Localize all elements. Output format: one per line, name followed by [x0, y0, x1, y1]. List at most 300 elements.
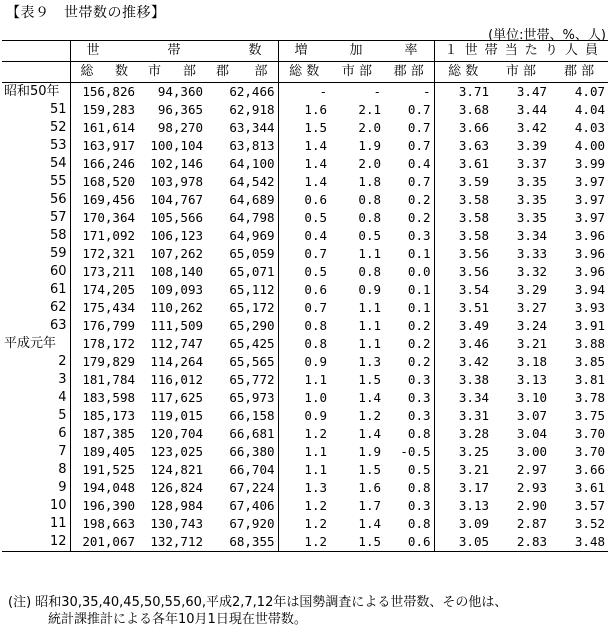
value-cell: 67,920 [229, 516, 275, 531]
value-cell: 3.34 [516, 228, 547, 243]
value-cell: 1.6 [278, 101, 330, 119]
value-cell: 3.24 [516, 318, 547, 333]
value-cell: 1.5 [358, 462, 381, 477]
value-cell: 3.96 [574, 246, 606, 261]
value-cell: 0.7 [278, 299, 330, 317]
value-cell: 1.2 [358, 408, 381, 423]
value-cell: 3.88 [574, 336, 606, 351]
value-cell: 65,172 [229, 300, 275, 315]
value-cell: 65,772 [229, 372, 275, 387]
value-cell: 119,015 [150, 408, 203, 423]
year-cell: 59 [49, 246, 67, 261]
value-cell: 3.48 [550, 533, 608, 552]
value-cell: 117,625 [150, 390, 203, 405]
value-cell: 4.04 [574, 102, 606, 117]
value-cell: 3.58 [434, 191, 492, 209]
value-cell: 0.7 [407, 120, 431, 135]
value-cell: 1.4 [358, 426, 381, 441]
value-cell: 4.07 [574, 84, 606, 99]
value-cell: 173,211 [70, 263, 138, 281]
year-cell: 55 [49, 174, 67, 189]
table-row [2, 227, 608, 245]
year-cell: 60 [49, 264, 67, 279]
value-cell: 3.10 [516, 390, 547, 405]
value-cell: 104,767 [150, 192, 203, 207]
year-cell: 63 [49, 318, 67, 333]
value-cell: 171,092 [70, 227, 138, 245]
value-cell: 1.9 [358, 138, 381, 153]
value-cell: 3.05 [434, 533, 492, 552]
value-cell: 3.63 [434, 137, 492, 155]
value-cell: 3.42 [516, 120, 547, 135]
value-cell: 0.8 [407, 426, 431, 441]
value-cell: 110,262 [150, 300, 203, 315]
value-cell: 62,918 [229, 102, 275, 117]
table-row [2, 497, 608, 515]
table-row [2, 191, 608, 209]
value-cell: 123,025 [150, 444, 203, 459]
header-county: 郡 部 [550, 62, 608, 83]
year-cell: 8 [58, 462, 67, 477]
value-cell: 0.7 [407, 174, 431, 189]
value-cell: 1.1 [278, 443, 330, 461]
value-cell: 116,012 [150, 372, 203, 387]
value-cell: 3.91 [574, 318, 606, 333]
value-cell: 3.27 [516, 300, 547, 315]
value-cell: 96,365 [157, 102, 203, 117]
value-cell: 3.33 [516, 246, 547, 261]
value-cell: 3.81 [574, 372, 606, 387]
value-cell: 3.44 [516, 102, 547, 117]
footnote [8, 594, 608, 628]
value-cell: 3.17 [434, 479, 492, 497]
table-row [2, 83, 608, 102]
table-row [2, 155, 608, 173]
value-cell: 1.1 [358, 318, 381, 333]
value-cell: 170,364 [70, 209, 138, 227]
year-cell: 52 [49, 120, 67, 135]
value-cell: 0.8 [407, 480, 431, 495]
table-row [2, 263, 608, 281]
value-cell: 3.28 [434, 425, 492, 443]
value-cell: 66,704 [229, 462, 275, 477]
value-cell: 3.59 [434, 173, 492, 191]
value-cell: 189,405 [70, 443, 138, 461]
year-cell: 9 [58, 480, 67, 495]
value-cell: 174,205 [70, 281, 138, 299]
value-cell: 1.7 [358, 498, 381, 513]
value-cell: 65,112 [229, 282, 275, 297]
year-cell: 61 [49, 282, 67, 297]
value-cell: 111,509 [150, 318, 203, 333]
value-cell: 3.75 [574, 408, 606, 423]
value-cell: 194,048 [70, 479, 138, 497]
value-cell: 1.2 [278, 533, 330, 552]
header-total: 総 数 [70, 62, 138, 83]
value-cell: 0.6 [278, 281, 330, 299]
value-cell: 2.0 [358, 120, 381, 135]
value-cell: 2.90 [516, 498, 547, 513]
value-cell: 166,246 [70, 155, 138, 173]
value-cell: 124,821 [150, 462, 203, 477]
value-cell: 3.52 [574, 516, 606, 531]
value-cell: 1.4 [358, 390, 381, 405]
year-cell: 2 [58, 354, 67, 369]
header-county: 郡 部 [384, 62, 434, 83]
value-cell: 3.94 [574, 282, 606, 297]
table-row [2, 281, 608, 299]
value-cell: 3.93 [574, 300, 606, 315]
value-cell: 0.6 [384, 533, 434, 552]
header-city: 市 部 [492, 62, 550, 83]
value-cell: 161,614 [70, 119, 138, 137]
value-cell: 3.70 [574, 426, 606, 441]
value-cell: 0.7 [407, 102, 431, 117]
value-cell: - [422, 84, 431, 99]
value-cell: 1.1 [358, 300, 381, 315]
value-cell: 1.4 [278, 137, 330, 155]
value-cell: 3.21 [516, 336, 547, 351]
value-cell: 3.39 [516, 138, 547, 153]
table-row [2, 335, 608, 353]
value-cell: 3.25 [434, 443, 492, 461]
table-row [2, 389, 608, 407]
header-persons-per-household: １世帯当たり人員 [434, 41, 608, 62]
header-blank-sub [2, 62, 70, 83]
value-cell: 3.70 [574, 444, 606, 459]
value-cell: 159,283 [70, 101, 138, 119]
value-cell: 64,100 [229, 156, 275, 171]
value-cell: 0.8 [407, 516, 431, 531]
value-cell: 68,355 [206, 533, 278, 552]
table-row [2, 137, 608, 155]
value-cell: 3.66 [574, 462, 606, 477]
value-cell: 1.6 [358, 480, 381, 495]
value-cell: 0.9 [278, 353, 330, 371]
value-cell: 183,598 [70, 389, 138, 407]
value-cell: 0.9 [358, 282, 381, 297]
value-cell: 3.56 [434, 263, 492, 281]
value-cell: 1.2 [278, 515, 330, 533]
value-cell: 3.97 [574, 174, 606, 189]
value-cell: 2.97 [516, 462, 547, 477]
year-cell: 3 [58, 372, 67, 387]
value-cell: 176,799 [70, 317, 138, 335]
value-cell: 2.0 [358, 156, 381, 171]
value-cell: 3.34 [434, 389, 492, 407]
value-cell: 1.3 [278, 479, 330, 497]
value-cell: 1.2 [278, 497, 330, 515]
value-cell: 3.85 [574, 354, 606, 369]
table-row [2, 353, 608, 371]
value-cell: 2.93 [516, 480, 547, 495]
value-cell: 65,290 [229, 318, 275, 333]
table-row [2, 515, 608, 533]
value-cell: 3.49 [434, 317, 492, 335]
value-cell: 1.8 [358, 174, 381, 189]
value-cell: 201,067 [70, 533, 138, 552]
value-cell: 112,747 [150, 336, 203, 351]
value-cell: 2.87 [516, 516, 547, 531]
value-cell: 3.21 [434, 461, 492, 479]
value-cell: 3.29 [516, 282, 547, 297]
value-cell: 3.09 [434, 515, 492, 533]
value-cell: 3.71 [434, 83, 492, 102]
table-row [2, 101, 608, 119]
value-cell: 0.5 [278, 209, 330, 227]
value-cell: 3.54 [434, 281, 492, 299]
value-cell: 1.4 [278, 173, 330, 191]
value-cell: 0.2 [407, 318, 431, 333]
value-cell: 0.4 [278, 227, 330, 245]
value-cell: 4.03 [574, 120, 606, 135]
value-cell: 3.13 [516, 372, 547, 387]
value-cell: 0.5 [407, 462, 431, 477]
value-cell: 0.8 [358, 192, 381, 207]
value-cell: 3.42 [434, 353, 492, 371]
value-cell: 3.46 [434, 335, 492, 353]
value-cell: 3.38 [434, 371, 492, 389]
table-row [2, 299, 608, 317]
table-row [2, 533, 608, 552]
value-cell: 3.57 [574, 498, 606, 513]
year-cell: 4 [58, 390, 67, 405]
value-cell: 0.1 [407, 282, 431, 297]
value-cell: 1.4 [358, 516, 381, 531]
value-cell: 126,824 [150, 480, 203, 495]
value-cell: 114,264 [150, 354, 203, 369]
table-row [2, 209, 608, 227]
value-cell: 63,813 [229, 138, 275, 153]
value-cell: 0.3 [407, 498, 431, 513]
value-cell: 0.3 [407, 228, 431, 243]
year-cell: 5 [58, 408, 67, 423]
value-cell: 1.1 [358, 336, 381, 351]
value-cell: 0.6 [278, 191, 330, 209]
value-cell: 109,093 [150, 282, 203, 297]
value-cell: 163,917 [70, 137, 138, 155]
value-cell: 3.47 [516, 84, 547, 99]
household-table [2, 40, 608, 552]
value-cell: 0.3 [407, 372, 431, 387]
value-cell: 0.2 [407, 210, 431, 225]
value-cell: 0.2 [407, 336, 431, 351]
value-cell: 3.58 [434, 227, 492, 245]
value-cell: 3.35 [516, 210, 547, 225]
value-cell: -0.5 [400, 444, 431, 459]
value-cell: 64,689 [229, 192, 275, 207]
value-cell: - [278, 83, 330, 102]
value-cell: 2.1 [358, 102, 381, 117]
value-cell: 172,321 [70, 245, 138, 263]
value-cell: 0.8 [278, 317, 330, 335]
value-cell: 191,525 [70, 461, 138, 479]
value-cell: 198,663 [70, 515, 138, 533]
value-cell: 64,969 [229, 228, 275, 243]
table-row [2, 407, 608, 425]
value-cell: 1.3 [358, 354, 381, 369]
value-cell: 1.4 [278, 155, 330, 173]
value-cell: 181,784 [70, 371, 138, 389]
value-cell: 120,704 [150, 426, 203, 441]
value-cell: 3.18 [516, 354, 547, 369]
value-cell: 3.37 [516, 156, 547, 171]
value-cell: 1.1 [278, 371, 330, 389]
value-cell: 187,385 [70, 425, 138, 443]
value-cell: 168,520 [70, 173, 138, 191]
value-cell: 0.3 [407, 390, 431, 405]
header-blank [2, 41, 70, 62]
value-cell: 185,173 [70, 407, 138, 425]
year-cell: 11 [49, 516, 67, 531]
value-cell: 1.9 [358, 444, 381, 459]
value-cell: 3.31 [434, 407, 492, 425]
value-cell: 3.56 [434, 245, 492, 263]
year-cell: 10 [49, 498, 67, 513]
value-cell: 3.97 [574, 210, 606, 225]
value-cell: 0.5 [358, 228, 381, 243]
value-cell: - [373, 84, 381, 99]
value-cell: 3.97 [574, 192, 606, 207]
value-cell: 65,973 [229, 390, 275, 405]
value-cell: 3.78 [574, 390, 606, 405]
value-cell: 0.4 [407, 156, 431, 171]
table-row [2, 425, 608, 443]
value-cell: 65,565 [229, 354, 275, 369]
value-cell: 196,390 [70, 497, 138, 515]
table-row [2, 371, 608, 389]
value-cell: 1.5 [330, 533, 384, 552]
value-cell: 179,829 [70, 353, 138, 371]
value-cell: 0.5 [278, 263, 330, 281]
table-row [2, 245, 608, 263]
year-cell: 昭和50年 [4, 84, 60, 99]
value-cell: 169,456 [70, 191, 138, 209]
value-cell: 64,542 [229, 174, 275, 189]
value-cell: 0.2 [407, 354, 431, 369]
value-cell: 3.61 [574, 480, 606, 495]
value-cell: 63,344 [229, 120, 275, 135]
value-cell: 1.5 [358, 372, 381, 387]
year-cell: 58 [49, 228, 67, 243]
header-city: 市 部 [138, 62, 206, 83]
value-cell: 1.0 [278, 389, 330, 407]
table-title: 【表９ 世帯数の推移】 [6, 5, 166, 21]
value-cell: 1.1 [278, 461, 330, 479]
value-cell: 0.1 [407, 300, 431, 315]
value-cell: 3.96 [574, 228, 606, 243]
year-cell: 平成元年 [4, 336, 57, 351]
value-cell: 94,360 [157, 84, 203, 99]
value-cell: 65,071 [229, 264, 275, 279]
value-cell: 3.61 [434, 155, 492, 173]
header-row-groups [2, 41, 608, 62]
year-cell: 6 [58, 426, 67, 441]
value-cell: 106,123 [150, 228, 203, 243]
table-body [2, 83, 608, 552]
value-cell: 3.99 [574, 156, 606, 171]
value-cell: 108,140 [150, 264, 203, 279]
value-cell: 65,425 [229, 336, 275, 351]
header-city: 市 部 [330, 62, 384, 83]
table-row [2, 461, 608, 479]
value-cell: 1.1 [358, 246, 381, 261]
value-cell: 0.7 [407, 138, 431, 153]
header-row-sub [2, 62, 608, 83]
value-cell: 0.8 [358, 210, 381, 225]
value-cell: 66,158 [229, 408, 275, 423]
value-cell: 3.58 [434, 209, 492, 227]
value-cell: 103,978 [150, 174, 203, 189]
value-cell: 62,466 [229, 84, 275, 99]
year-cell: 56 [49, 192, 67, 207]
year-cell: 57 [49, 210, 67, 225]
value-cell: 64,798 [229, 210, 275, 225]
header-total: 総 数 [278, 62, 330, 83]
value-cell: 67,406 [229, 498, 275, 513]
table-row [2, 119, 608, 137]
value-cell: 0.8 [358, 264, 381, 279]
footnote-line: (注) 昭和30,35,40,45,50,55,60,平成2,7,12年は国勢調査による世帯数、その他は、 [8, 595, 508, 610]
value-cell: 0.1 [407, 246, 431, 261]
table-row [2, 317, 608, 335]
header-growth-rate: 増 加 率 [278, 41, 434, 62]
value-cell: 66,380 [229, 444, 275, 459]
year-cell: 51 [49, 102, 67, 117]
footnote-line: 統計課推計による各年10月1日現在世帯数。 [48, 612, 307, 627]
value-cell: 3.51 [434, 299, 492, 317]
value-cell: 1.5 [278, 119, 330, 137]
value-cell: 102,146 [150, 156, 203, 171]
value-cell: 0.7 [278, 245, 330, 263]
header-total: 総 数 [434, 62, 492, 83]
year-cell: 53 [49, 138, 67, 153]
value-cell: 3.35 [516, 192, 547, 207]
value-cell: 4.00 [574, 138, 606, 153]
table-row [2, 443, 608, 461]
value-cell: 3.68 [434, 101, 492, 119]
value-cell: 100,104 [150, 138, 203, 153]
year-cell: 62 [49, 300, 67, 315]
value-cell: 1.2 [278, 425, 330, 443]
year-cell: 12 [2, 533, 70, 552]
value-cell: 156,826 [70, 83, 138, 102]
value-cell: 0.2 [407, 192, 431, 207]
value-cell: 3.66 [434, 119, 492, 137]
value-cell: 130,743 [150, 516, 203, 531]
value-cell: 65,059 [229, 246, 275, 261]
table-row [2, 173, 608, 191]
header-households: 世 帯 数 [70, 41, 278, 62]
value-cell: 0.0 [407, 264, 431, 279]
value-cell: 3.13 [434, 497, 492, 515]
value-cell: 3.96 [574, 264, 606, 279]
table-row [2, 479, 608, 497]
value-cell: 0.8 [278, 335, 330, 353]
value-cell: 66,681 [229, 426, 275, 441]
value-cell: 0.9 [278, 407, 330, 425]
value-cell: 178,172 [70, 335, 138, 353]
value-cell: 98,270 [157, 120, 203, 135]
value-cell: 3.00 [516, 444, 547, 459]
value-cell: 128,984 [150, 498, 203, 513]
value-cell: 0.3 [407, 408, 431, 423]
header-county: 郡 部 [206, 62, 278, 83]
value-cell: 107,262 [150, 246, 203, 261]
value-cell: 175,434 [70, 299, 138, 317]
year-cell: 54 [49, 156, 67, 171]
value-cell: 3.07 [516, 408, 547, 423]
